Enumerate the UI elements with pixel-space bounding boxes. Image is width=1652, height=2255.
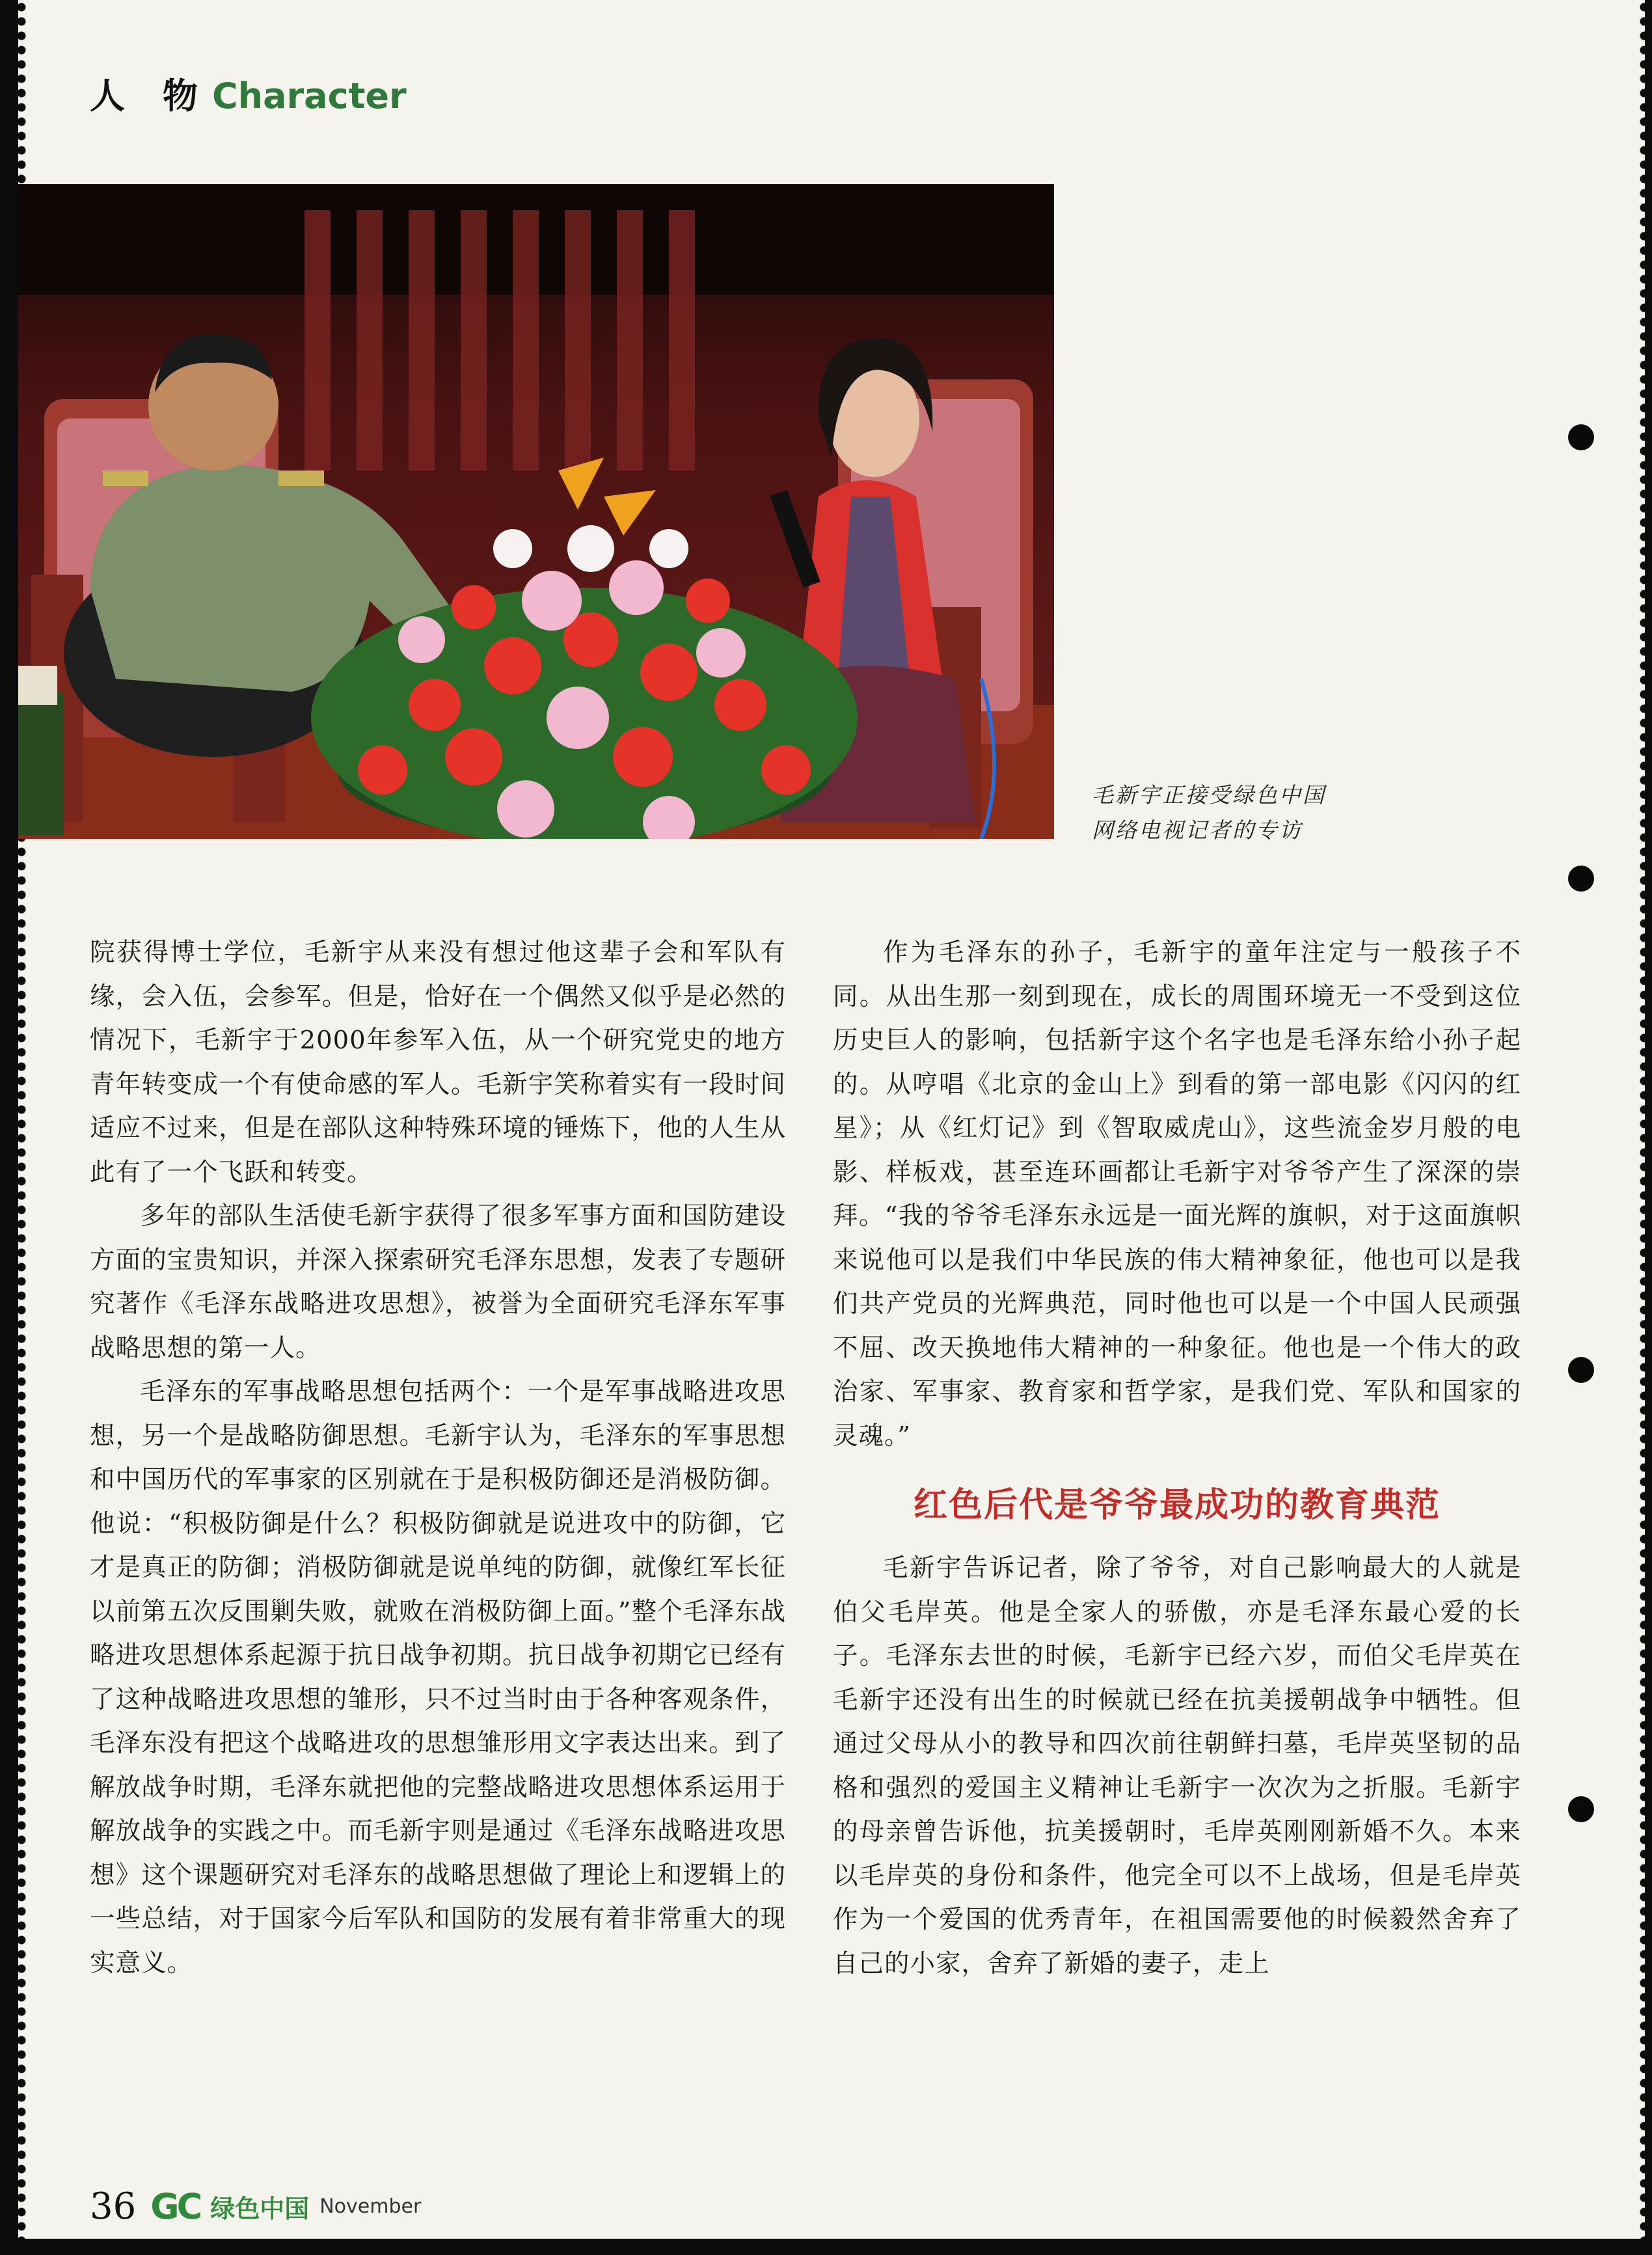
binder-hole-3: [1568, 1357, 1594, 1383]
section-title-cn: 人 物: [90, 75, 199, 116]
caption-line-1: 毛新宇正接受绿色中国: [1092, 782, 1326, 808]
left-paragraph-2: 多年的部队生活使毛新宇获得了很多军事方面和国防建设方面的宝贵知识，并深入探索研究毛泽东思想，发表了专题研究著作《毛泽东战略进攻思想》，被誉为全面研究毛泽东军事战略思想的第一人。: [90, 1201, 786, 1363]
binder-hole-2: [1568, 866, 1594, 892]
page-footer: [90, 2177, 421, 2235]
binder-hole-4: [1568, 1796, 1594, 1822]
right-paragraph-1: 作为毛泽东的孙子，毛新宇的童年注定与一般孩子不同。从出生那一刻到现在，成长的周围环境无一不受到这位历史巨人的影响，包括新宇这个名字也是毛泽东给小孙子起的。从哼唱《北京的金山上》到看的第一部电影《闪闪的红星》；从《红灯记》到《智取威虎山》，这些流金岁月般的电影、样板戏，甚至连环画都让毛新宇对爷爷产生了深深的崇拜。“我的爷爷毛泽东永远是一面光辉的旗帜，对于这面旗帜来说他可以是我们中华民族的伟大精神象征，他也可以是我们共产党员的光辉典范，同时他也可以是一个中国人民顽强不屈、改天换地伟大精神的一种象征。他也是一个伟大的政治家、军事家、教育家和哲学家，是我们党、军队和国家的灵魂。”: [833, 938, 1521, 1451]
section-title-en: Character: [212, 75, 407, 116]
article-subheading: 红色后代是爷爷最成功的教育典范: [913, 1486, 1441, 1525]
magazine-logo-icon: GC: [150, 2185, 200, 2227]
right-paragraph-2: 毛新宇告诉记者，除了爷爷，对自己影响最大的人就是伯父毛岸英。他是全家人的骄傲，亦是毛泽东最心爱的长子。毛泽东去世的时候，毛新宇已经六岁，而伯父毛岸英在毛新宇还没有出生的时候就已经在抗美援朝战争中牺牲。但通过父母从小的教导和四次前往朝鲜扫墓，毛岸英坚韧的品格和强烈的爱国主义精神让毛新宇一次次为之折服。毛新宇的母亲曾告诉他，抗美援朝时，毛岸英刚刚新婚不久。本来以毛岸英的身份和条件，他完全可以不上战场，但是毛岸英作为一个爱国的优秀青年，在祖国需要他的时候毅然舍弃了自己的小家，舍弃了新婚的妻子，走上: [833, 1553, 1521, 1978]
right-text-column: [833, 931, 1521, 1986]
left-paragraph-3: 毛泽东的军事战略思想包括两个：一个是军事战略进攻思想，另一个是战略防御思想。毛新宇认为，毛泽东的军事思想和中国历代的军事家的区别就在于是积极防御还是消极防御。他说：“积极防御是什么？积极防御就是说进攻中的防御，它才是真正的防御；消极防御就是说单纯的防御，就像红军长征以前第五次反围剿失败，就败在消极防御上面。”整个毛泽东战略进攻思想体系起源于抗日战争初期。抗日战争初期它已经有了这种战略进攻思想的雏形，只不过当时由于各种客观条件，毛泽东没有把这个战略进攻的思想雏形用文字表达出来。到了解放战争时期，毛泽东就把他的完整战略进攻思想体系运用于解放战争的实践之中。而毛新宇则是通过《毛泽东战略进攻思想》这个课题研究对毛泽东的战略思想做了理论上和逻辑上的一些总结，对于国家今后军队和国防的发展有着非常重大的现实意义。: [90, 1377, 786, 1978]
caption-line-2: 网络电视记者的专访: [1092, 817, 1303, 843]
interview-photo-illustration: [18, 184, 1054, 839]
issue-month: November: [319, 2194, 422, 2218]
left-text-column: [90, 931, 786, 1985]
magazine-page: [18, 0, 1645, 2239]
page-number: 36: [90, 2185, 137, 2228]
photo-caption: [1092, 778, 1456, 848]
magazine-name: 绿色中国: [210, 2194, 310, 2223]
binder-hole-1: [1568, 424, 1594, 450]
section-header: [90, 68, 407, 118]
interview-photo: [18, 184, 1054, 839]
left-paragraph-1: 院获得博士学位，毛新宇从来没有想过他这辈子会和军队有缘，会入伍，会参军。但是，恰好在一个偶然又似乎是必然的情况下，毛新宇于2000年参军入伍，从一个研究党史的地方青年转变成一个有使命感的军人。毛新宇笑称着实有一段时间适应不过来，但是在部队这种特殊环境的锤炼下，他的人生从此有了一个飞跃和转变。: [90, 938, 786, 1187]
perforation-right: [1637, 0, 1645, 2239]
